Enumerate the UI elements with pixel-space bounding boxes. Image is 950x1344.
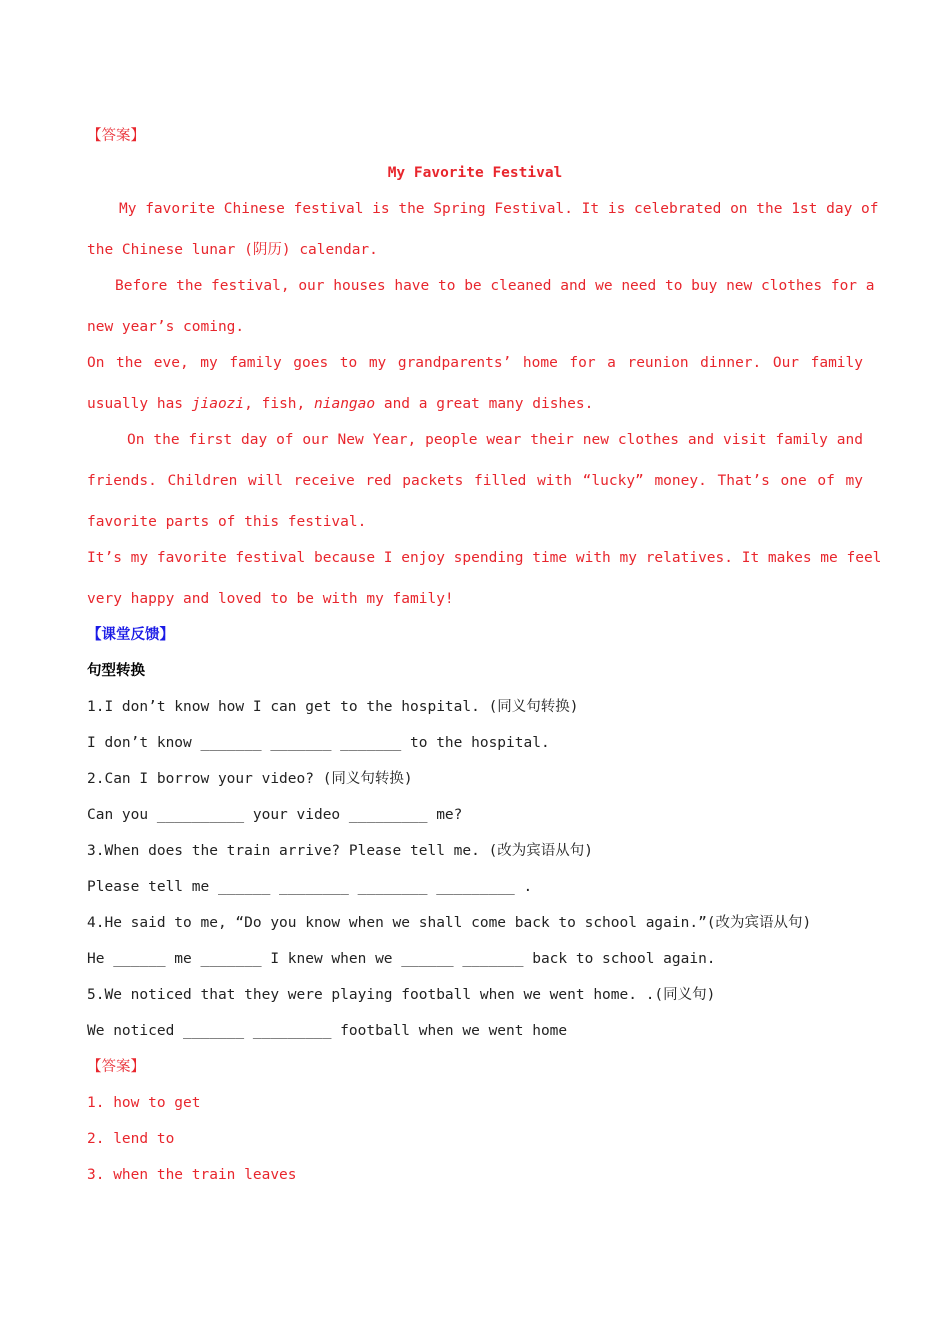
italic-word-niangao: niangao — [314, 396, 376, 412]
essay-paragraph-1-line-2: the Chinese lunar (阴历) calendar. — [87, 242, 378, 258]
exercise-1-question: 1.I don’t know how I can get to the hospital. (同义句转换) — [87, 699, 579, 715]
text-segment: usually has — [87, 396, 192, 412]
essay-paragraph-2-line-1: Before the festival, our houses have to be cleaned and we need to buy new clothes for a — [115, 278, 875, 294]
exercise-3-fill: Please tell me ______ ________ ________ _________ . — [87, 879, 533, 895]
essay-paragraph-4-line-3: favorite parts of this festival. — [87, 514, 367, 530]
essay-title: My Favorite Festival — [387, 165, 563, 181]
essay-paragraph-1-line-1: My favorite Chinese festival is the Spring Festival. It is celebrated on the 1st day of — [119, 201, 879, 217]
essay-paragraph-4-line-1: On the first day of our New Year, people wear their new clothes and visit family and — [127, 432, 863, 448]
exercise-4-fill: He ______ me _______ I knew when we ______ _______ back to school again. — [87, 951, 716, 967]
essay-paragraph-4-line-2: friends. Children will receive red packets filled with “lucky” money. That’s one of my — [87, 473, 863, 489]
text-segment: and a great many dishes. — [375, 396, 594, 412]
exercise-2-fill: Can you __________ your video _________ me? — [87, 807, 463, 823]
exercise-1-fill: I don’t know _______ _______ _______ to the hospital. — [87, 735, 550, 751]
exercise-5-fill: We noticed _______ _________ football when we went home — [87, 1023, 568, 1039]
answer-header-2: 【答案】 — [87, 1059, 145, 1075]
exercise-3-question: 3.When does the train arrive? Please tell me. (改为宾语从句) — [87, 843, 594, 859]
answer-2: 2. lend to — [87, 1131, 175, 1147]
feedback-header: 【课堂反馈】 — [87, 627, 174, 643]
answer-1: 1. how to get — [87, 1095, 201, 1111]
section-title: 句型转换 — [87, 663, 145, 679]
essay-paragraph-3-line-1: On the eve, my family goes to my grandparents’ home for a reunion dinner. Our family — [87, 355, 863, 371]
text-segment: , fish, — [244, 396, 314, 412]
essay-paragraph-3-line-2 — [87, 394, 863, 414]
exercise-5-question: 5.We noticed that they were playing football when we went home. .(同义句) — [87, 987, 716, 1003]
answer-3: 3. when the train leaves — [87, 1167, 297, 1183]
essay-paragraph-5-line-2: very happy and loved to be with my family! — [87, 591, 454, 607]
answer-header: 【答案】 — [87, 128, 145, 144]
essay-paragraph-5-line-1: It’s my favorite festival because I enjoy spending time with my relatives. It makes me feel — [87, 550, 882, 566]
exercise-2-question: 2.Can I borrow your video? (同义句转换) — [87, 771, 413, 787]
italic-word-jiaozi: jiaozi — [191, 396, 245, 412]
exercise-4-question: 4.He said to me, “Do you know when we shall come back to school again.”(改为宾语从句) — [87, 915, 812, 931]
essay-paragraph-2-line-2: new year’s coming. — [87, 319, 245, 335]
